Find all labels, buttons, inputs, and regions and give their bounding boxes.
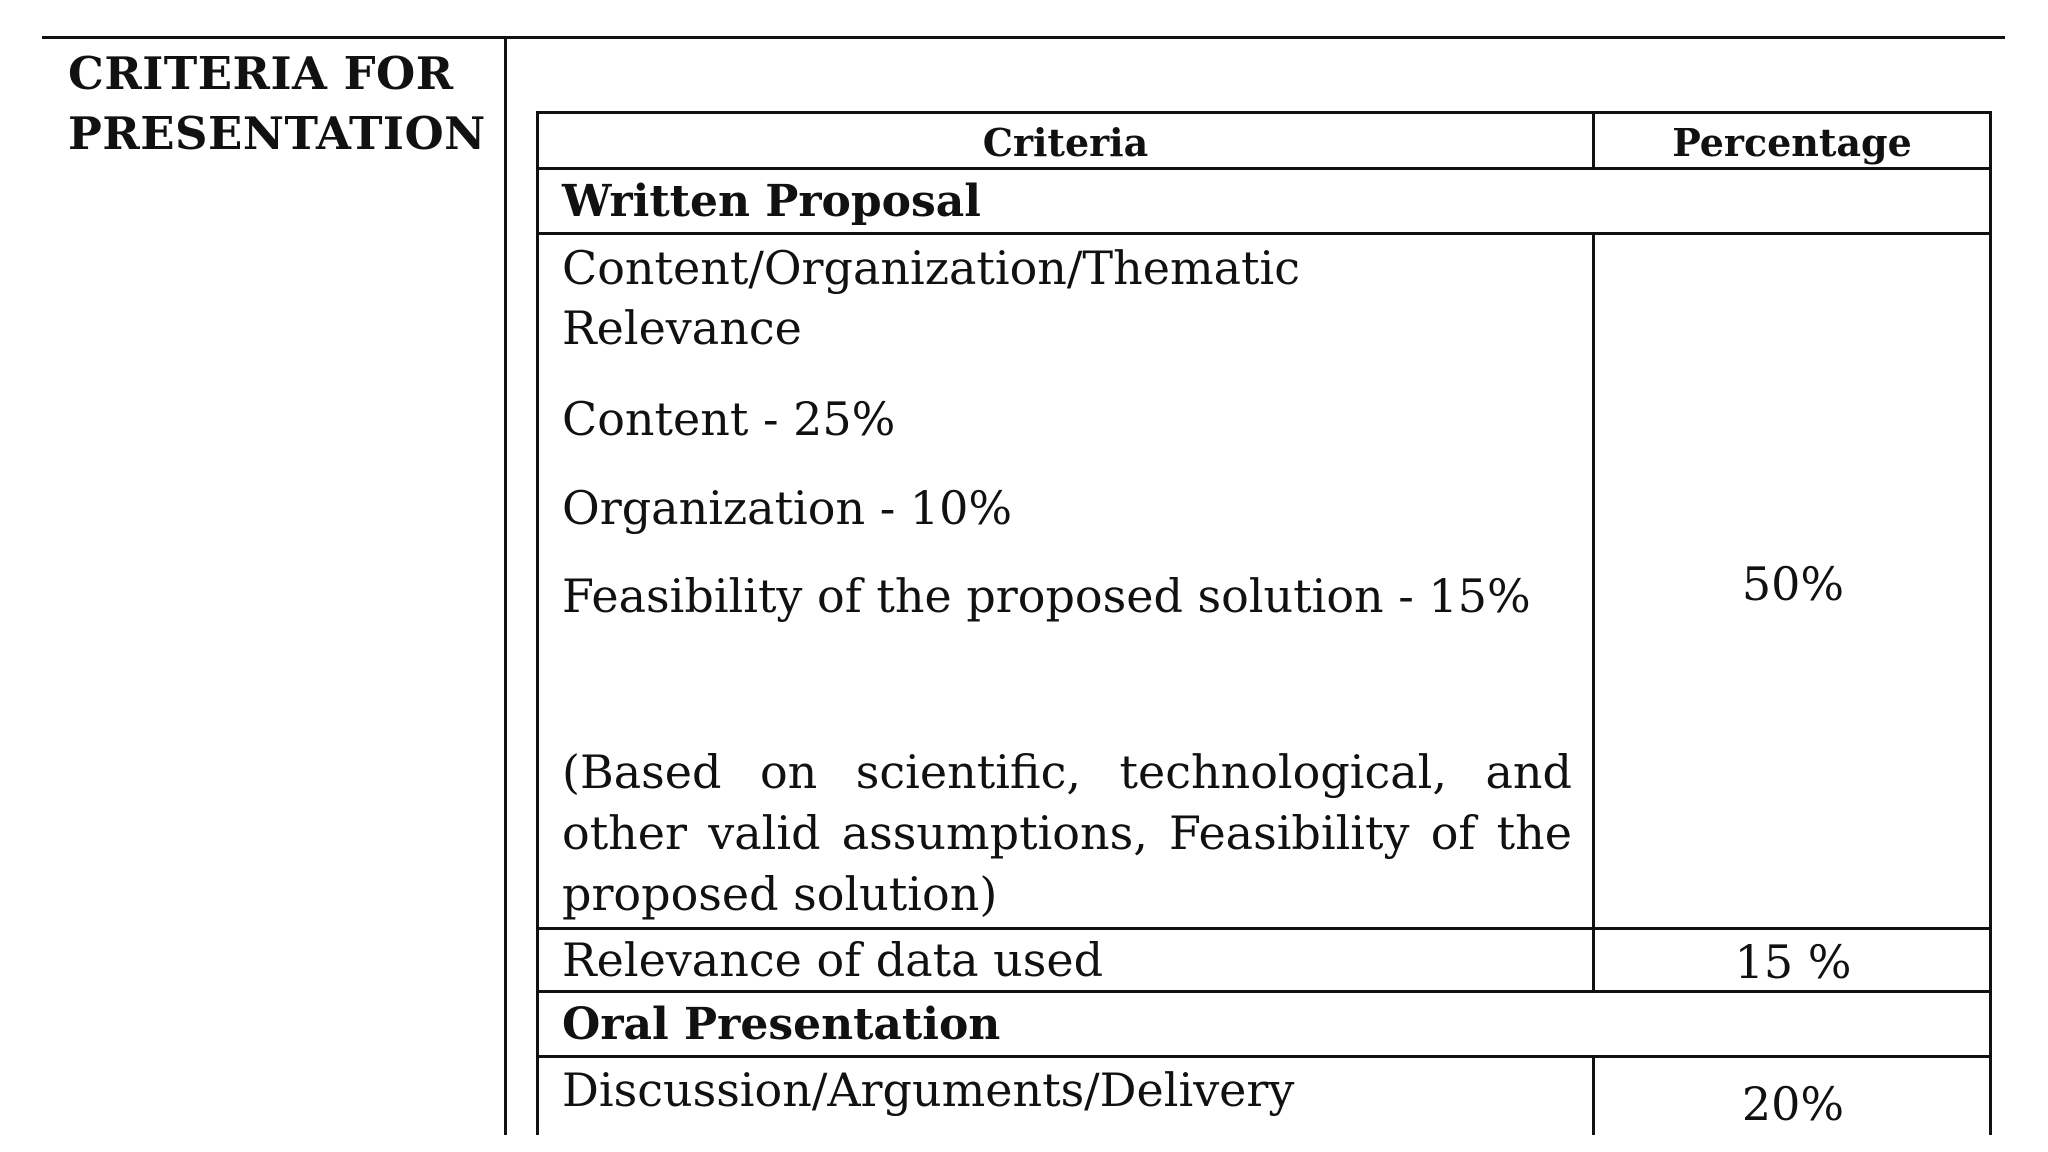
section-written-proposal: Written Proposal xyxy=(562,176,982,227)
section-heading xyxy=(68,44,488,164)
sub-criterion-content: Content - 25% xyxy=(562,392,896,446)
table-border-top xyxy=(536,111,1992,114)
section-heading-line-2: PRESENTATION xyxy=(68,107,486,160)
percentage-written-proposal: 50% xyxy=(1741,557,1845,611)
criterion-relevance-of-data: Relevance of data used xyxy=(562,933,1104,987)
table-rule-oral xyxy=(536,1055,1992,1058)
section-heading-line-1: CRITERIA FOR xyxy=(68,47,454,100)
header-criteria: Criteria xyxy=(982,120,1149,165)
sub-criterion-organization: Organization - 10% xyxy=(562,481,1013,535)
criterion-discussion: Discussion/Arguments/Delivery xyxy=(562,1063,1295,1117)
table-border-left xyxy=(536,111,539,1135)
top-rule xyxy=(42,36,2005,39)
table-rule-written xyxy=(536,232,1992,235)
criterion-note: (Based on scientific, technological, and other valid assumptions, Feasibility of the proposed solution) xyxy=(562,745,1572,921)
section-oral-presentation: Oral Presentation xyxy=(562,999,1001,1050)
criterion-line-2: Relevance xyxy=(562,301,802,355)
criterion-line-1: Content/Organization/Thematic xyxy=(562,241,1300,295)
sub-criterion-feasibility: Feasibility of the proposed solution - 15% xyxy=(562,569,1531,623)
header-percentage: Percentage xyxy=(1672,120,1912,165)
percentage-relevance-of-data: 15 % xyxy=(1734,935,1852,989)
percentage-oral-presentation: 20% xyxy=(1741,1077,1845,1131)
column-divider xyxy=(504,36,507,1135)
